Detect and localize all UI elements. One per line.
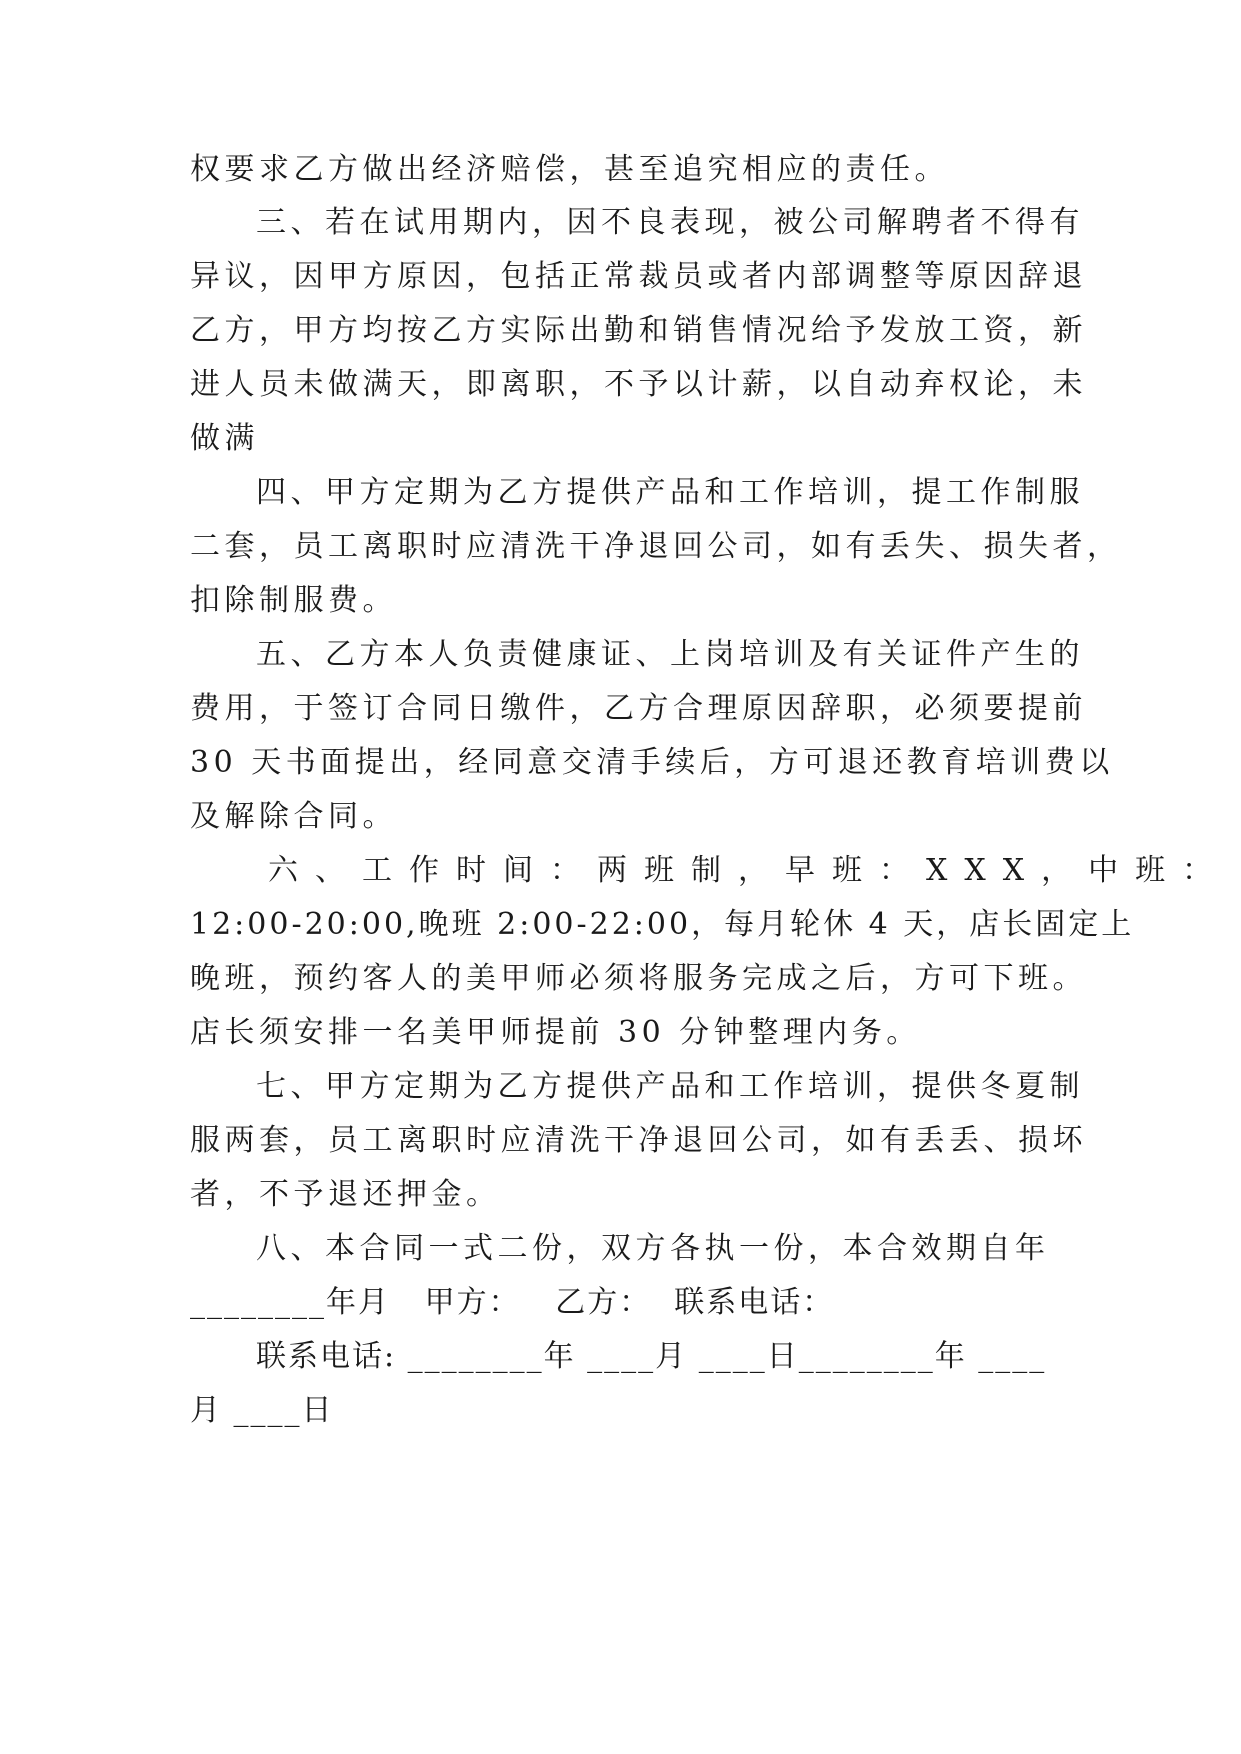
text-line-17: 店长须安排一名美甲师提前 30 分钟整理内务。 <box>190 1015 921 1050</box>
text-line-1: 权要求乙方做出经济赔偿，甚至追究相应的责任。 <box>190 152 949 187</box>
text-line-12: 30 天书面提出，经同意交清手续后，方可退还教育培训费以 <box>190 745 1114 780</box>
text-line-21: 八、本合同一式二份，双方各执一份，本合效期自年 <box>256 1231 1050 1266</box>
text-line-10: 五、乙方本人负责健康证、上岗培训及有关证件产生的 <box>256 637 1084 672</box>
text-line-15: 12:00-20:00,晚班 2:00-22:00，每月轮休 4 天，店长固定上 <box>190 907 1135 942</box>
text-line-2: 三、若在试用期内，因不良表现，被公司解聘者不得有 <box>256 205 1084 240</box>
text-line-5: 进人员未做满天，即离职，不予以计薪，以自动弃权论，未 <box>190 367 1087 402</box>
text-line-3: 异议，因甲方原因，包括正常裁员或者内部调整等原因辞退 <box>190 259 1087 294</box>
text-line-7: 四、甲方定期为乙方提供产品和工作培训，提工作制服 <box>256 475 1084 510</box>
text-line-18: 七、甲方定期为乙方提供产品和工作培训，提供冬夏制 <box>256 1069 1084 1104</box>
text-line-19: 服两套，员工离职时应清洗干净退回公司，如有丢丢、损坏 <box>190 1123 1087 1158</box>
text-line-4: 乙方，甲方均按乙方实际出勤和销售情况给予发放工资，新 <box>190 313 1087 348</box>
text-line-6: 做满 <box>190 421 259 456</box>
text-line-8: 二套，员工离职时应清洗干净退回公司，如有丢失、损失者， <box>190 529 1122 564</box>
text-line-9: 扣除制服费。 <box>190 583 397 618</box>
text-line-16: 晚班，预约客人的美甲师必须将服务完成之后，方可下班。 <box>190 961 1087 996</box>
text-line-14: 六、工作时间：两班制，早班：XXX，中班： <box>268 853 1230 888</box>
text-line-13: 及解除合同。 <box>190 799 397 834</box>
text-line-20: 者，不予退还押金。 <box>190 1177 501 1212</box>
text-line-11: 费用，于签订合同日缴件，乙方合理原因辞职，必须要提前 <box>190 691 1087 726</box>
text-line-23: 联系电话: ________年 ____月 ____日________年 ____ <box>256 1339 1047 1374</box>
text-line-22: ________年月 甲方： 乙方： 联系电话： <box>190 1285 835 1320</box>
text-line-24: 月 ____日 <box>190 1393 334 1428</box>
